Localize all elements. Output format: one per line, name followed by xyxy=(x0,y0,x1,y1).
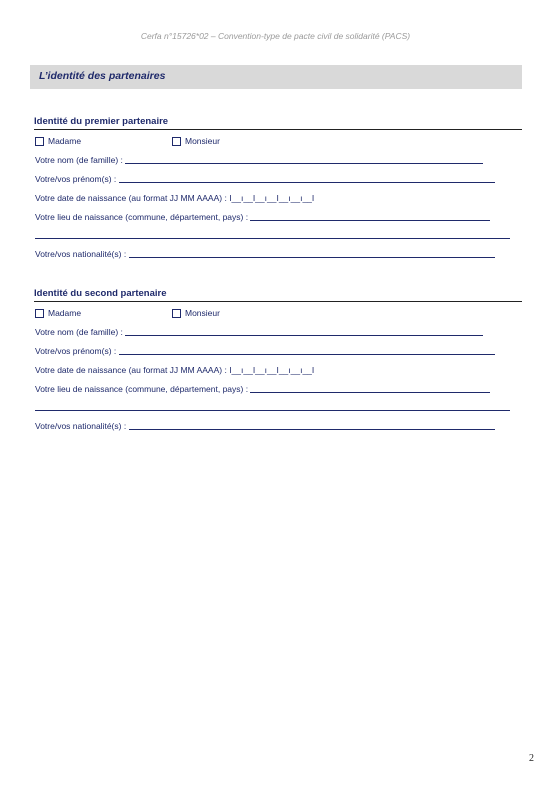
partner-2-civility-m xyxy=(172,308,220,318)
lieu-field[interactable] xyxy=(250,212,490,221)
monsieur-checkbox[interactable] xyxy=(172,137,181,146)
madame-label: Madame xyxy=(48,136,82,146)
partner-1-title: Identité du premier partenaire xyxy=(34,116,522,130)
prenoms-label: Votre/vos prénom(s) : xyxy=(35,174,117,184)
nom-label: Votre nom (de famille) : xyxy=(35,327,123,337)
prenoms-field[interactable] xyxy=(119,174,495,183)
partner-1-block xyxy=(34,116,522,259)
nom-field[interactable] xyxy=(125,155,483,164)
partner-1-lieu-continuation xyxy=(35,230,510,240)
lieu-field[interactable] xyxy=(250,384,490,393)
partner-2-lieu-row xyxy=(35,384,490,394)
lieu-label: Votre lieu de naissance (commune, département, pays) : xyxy=(35,212,249,222)
partner-2-naissance-row xyxy=(35,365,314,375)
monsieur-label: Monsieur xyxy=(185,136,220,146)
lieu-field-line-2[interactable] xyxy=(35,402,510,411)
partner-2-lieu-continuation xyxy=(35,402,510,412)
partner-2-nationalite-row xyxy=(35,421,495,431)
nationalite-field[interactable] xyxy=(129,249,495,258)
date-field[interactable]: I__ı__I__ı__I__ı__ı__I xyxy=(229,193,315,203)
monsieur-checkbox[interactable] xyxy=(172,309,181,318)
partner-2-title: Identité du second partenaire xyxy=(34,288,522,302)
madame-checkbox[interactable] xyxy=(35,309,44,318)
partner-2-nom-row xyxy=(35,327,483,337)
partner-2-civility xyxy=(35,308,81,318)
prenoms-field[interactable] xyxy=(119,346,495,355)
nationalite-label: Votre/vos nationalité(s) : xyxy=(35,249,127,259)
partner-1-prenoms-row xyxy=(35,174,495,184)
lieu-label: Votre lieu de naissance (commune, département, pays) : xyxy=(35,384,249,394)
partner-1-nationalite-row xyxy=(35,249,495,259)
section-heading-bar xyxy=(30,65,522,89)
madame-label: Madame xyxy=(48,308,82,318)
partner-1-naissance-row xyxy=(35,193,314,203)
prenoms-label: Votre/vos prénom(s) : xyxy=(35,346,117,356)
partner-2-block xyxy=(34,288,522,431)
lieu-field-line-2[interactable] xyxy=(35,230,510,239)
partner-1-civility xyxy=(35,136,81,146)
partner-1-civility-m xyxy=(172,136,220,146)
monsieur-label: Monsieur xyxy=(185,308,220,318)
naissance-label: Votre date de naissance (au format JJ MM AAAA) : xyxy=(35,193,227,203)
page-number: 2 xyxy=(529,753,534,764)
madame-checkbox[interactable] xyxy=(35,137,44,146)
partner-1-lieu-row xyxy=(35,212,490,222)
naissance-label: Votre date de naissance (au format JJ MM AAAA) : xyxy=(35,365,227,375)
nom-label: Votre nom (de famille) : xyxy=(35,155,123,165)
nom-field[interactable] xyxy=(125,327,483,336)
partner-1-nom-row xyxy=(35,155,483,165)
partner-2-prenoms-row xyxy=(35,346,495,356)
nationalite-label: Votre/vos nationalité(s) : xyxy=(35,421,127,431)
document-header: Cerfa n°15726*02 – Convention-type de pacte civil de solidarité (PACS) xyxy=(140,31,411,41)
section-title: L’identité des partenaires xyxy=(39,70,166,82)
date-field[interactable]: I__ı__I__ı__I__ı__ı__I xyxy=(229,365,315,375)
nationalite-field[interactable] xyxy=(129,421,495,430)
